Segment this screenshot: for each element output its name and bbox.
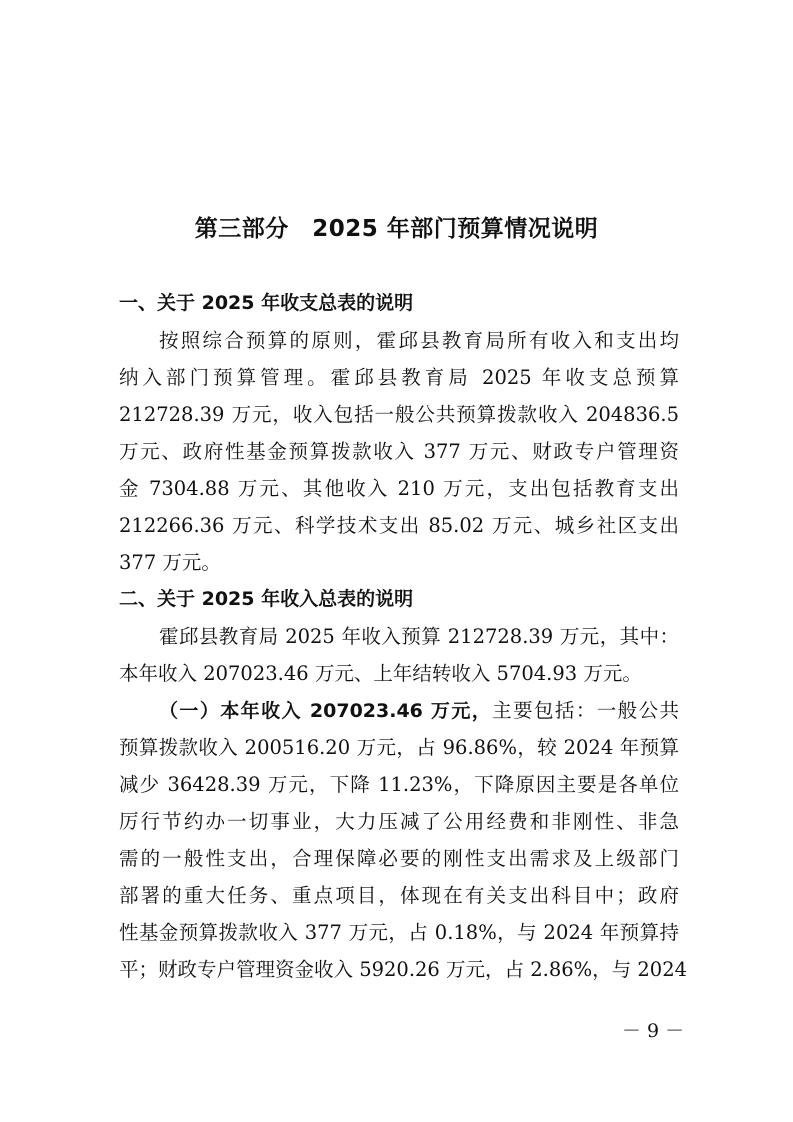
paragraph-2-line-1: 霍邱县教育局 2025 年收入预算 212728.39 万元，其中： [159, 625, 679, 648]
paragraph-3-line-8: 平；财政专户管理资金收入 5920.26 万元，占 2.86%，与 2024 [119, 958, 688, 981]
paragraph-1-line-1: 按照综合预算的原则，霍邱县教育局所有收入和支出均 [159, 329, 679, 352]
page-number: － 9 － [622, 1020, 685, 1042]
paragraph-3-line-4: 厉行节约办一切事业，大力压减了公用经费和非刚性、非急 [119, 810, 679, 833]
section-heading-2: 二、关于 2025 年收入总表的说明 [119, 588, 414, 610]
subsection-heading: （一）本年收入 207023.46 万元， [159, 700, 493, 722]
document-body [119, 285, 688, 988]
paragraph-3-line-1-rest: 主要包括：一般公共 [492, 699, 679, 722]
paragraph-3-line-5: 需的一般性支出，合理保障必要的刚性支出需求及上级部门 [119, 847, 679, 870]
paragraph-3-line-7: 性基金预算拨款收入 377 万元，占 0.18%，与 2024 年预算持 [119, 921, 679, 944]
paragraph-3-line-2: 预算拨款收入 200516.20 万元，占 96.86%，较 2024 年预算 [119, 736, 679, 759]
paragraph-1-line-6: 212266.36 万元、科学技术支出 85.02 万元、城乡社区支出 [119, 514, 679, 537]
paragraph-1-line-7: 377 万元。 [119, 551, 221, 574]
paragraph-1-line-4: 万元、政府性基金预算拨款收入 377 万元、财政专户管理资 [119, 440, 679, 463]
section-heading-1: 一、关于 2025 年收支总表的说明 [119, 292, 414, 314]
paragraph-1-line-3: 212728.39 万元，收入包括一般公共预算拨款收入 204836.5 [119, 403, 679, 426]
paragraph-3-line-3: 减少 36428.39 万元，下降 11.23%，下降原因主要是各单位 [119, 773, 679, 796]
paragraph-3-line-6: 部署的重大任务、重点项目，体现在有关支出科目中；政府 [119, 884, 679, 907]
paragraph-1-line-2: 纳入部门预算管理。霍邱县教育局 2025 年收支总预算 [119, 366, 679, 389]
paragraph-2-line-2: 本年收入 207023.46 万元、上年结转收入 5704.93 万元。 [119, 662, 642, 685]
paragraph-1-line-5: 金 7304.88 万元、其他收入 210 万元，支出包括教育支出 [119, 477, 679, 500]
page-title: 第三部分 2025 年部门预算情况说明 [194, 216, 599, 242]
paragraph-3-line-1 [119, 692, 679, 729]
